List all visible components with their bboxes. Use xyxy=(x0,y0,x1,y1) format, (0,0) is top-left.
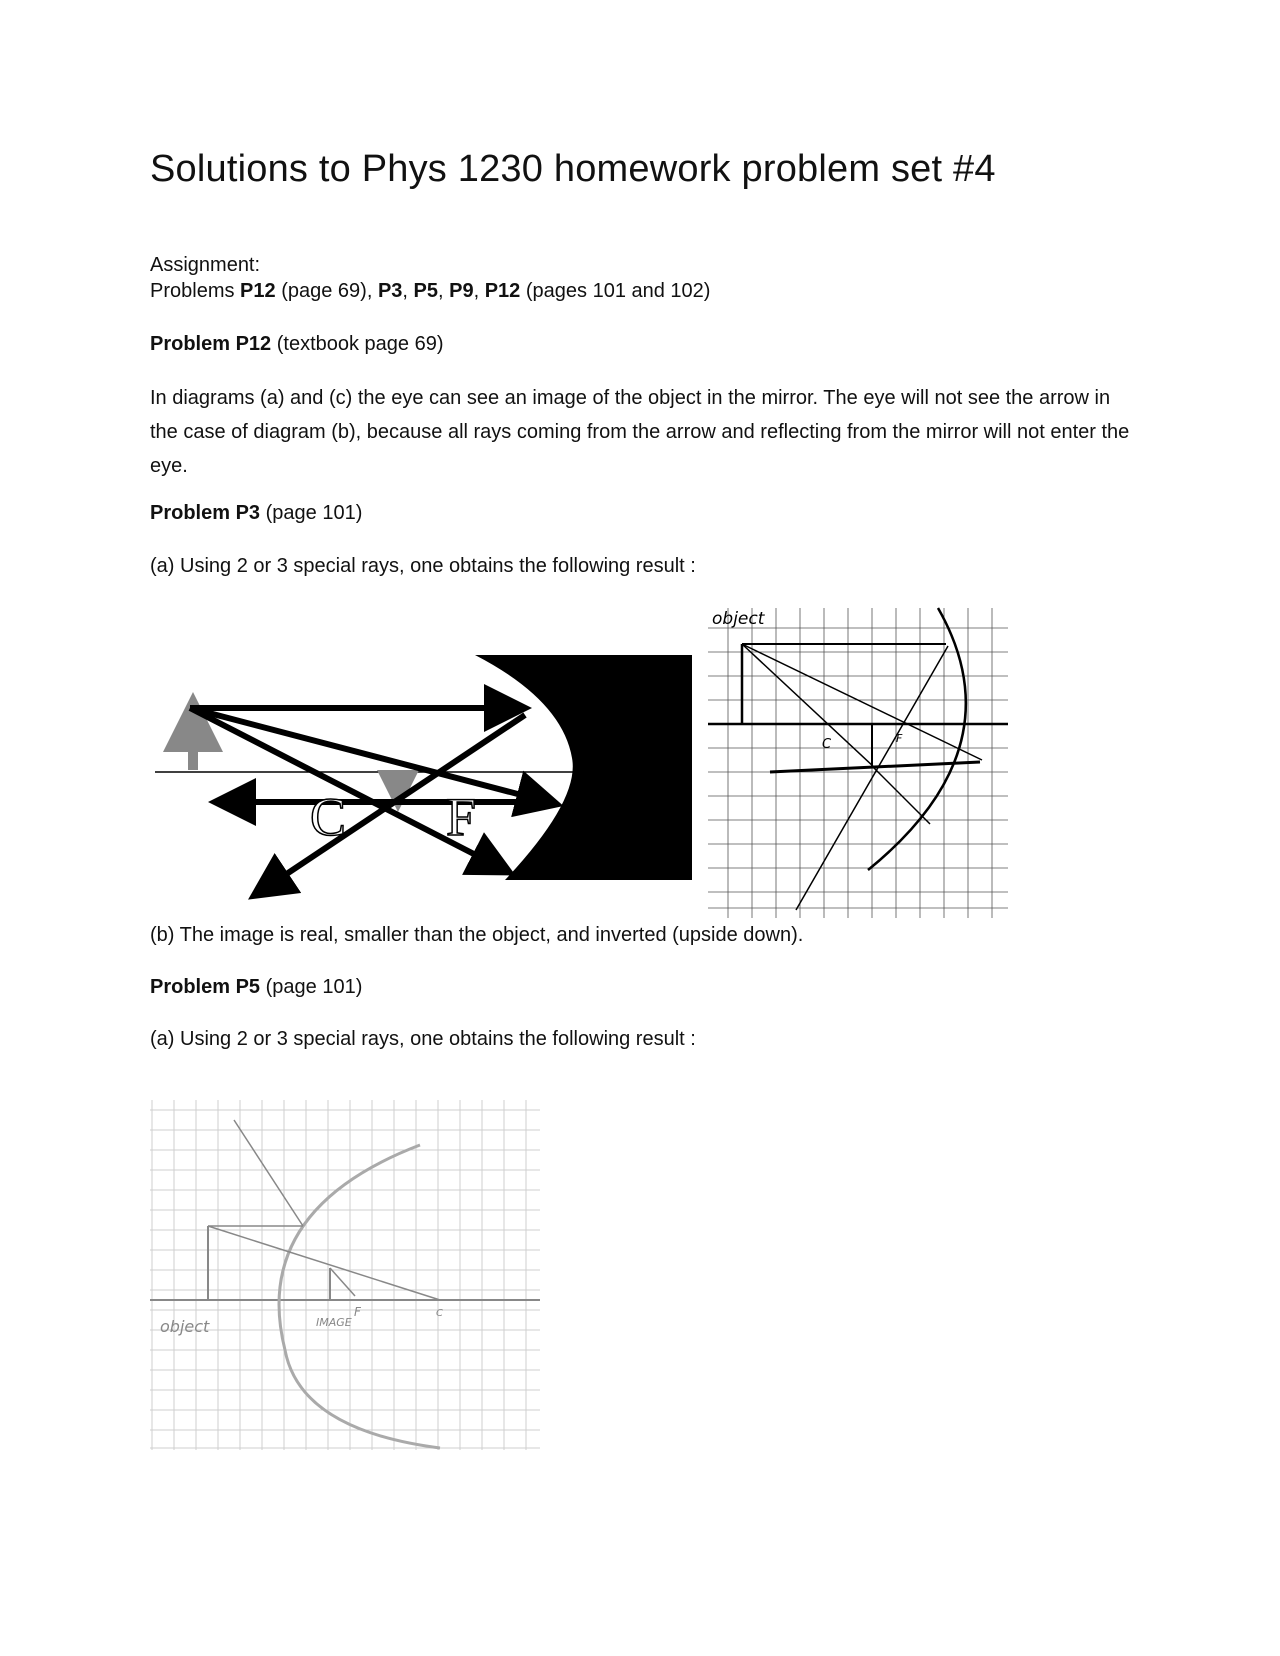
problem-p12-body: In diagrams (a) and (c) the eye can see an image of the object in the mirror. The eye will not see the arrow in the case of diagram (b), because all rays coming from the arrow and reflecting from the mirror will not enter the eye. xyxy=(150,387,1130,477)
label-image: IMAGE xyxy=(316,1316,352,1329)
ray-to-center xyxy=(208,1226,440,1300)
label-object: object xyxy=(160,1317,210,1336)
ray-3 xyxy=(742,644,875,768)
problem-p3-part-a: (a) Using 2 or 3 special rays, one obtains the following result : xyxy=(150,555,696,577)
label-c: C xyxy=(822,737,832,752)
label-c: C xyxy=(436,1308,443,1319)
mirror-shape xyxy=(475,655,692,880)
problem-p3-heading: Problem P3 (page 101) xyxy=(150,502,363,524)
p3-ray-diagram xyxy=(150,640,690,920)
problem-p3-part-b: (b) The image is real, smaller than the object, and inverted (upside down). xyxy=(150,924,804,946)
problem-p5-part-a: (a) Using 2 or 3 special rays, one obtains the following result : xyxy=(150,1028,696,1050)
page-title: Solutions to Phys 1230 homework problem set #4 xyxy=(150,148,996,190)
p5-hand-diagram xyxy=(150,1100,540,1450)
ray-back xyxy=(770,762,980,772)
problem-p12-heading: Problem P12 (textbook page 69) xyxy=(150,333,444,355)
assignment-problems: Problems P12 (page 69), P3, P5, P9, P12 (pages 101 and 102) xyxy=(150,280,711,302)
p3-hand-diagram xyxy=(708,608,1008,918)
label-f: F xyxy=(446,787,477,847)
label-object: object xyxy=(712,609,765,629)
mirror-curve xyxy=(868,608,966,870)
label-f: F xyxy=(354,1305,361,1319)
label-c: C xyxy=(310,787,347,847)
ray-to-mirror xyxy=(190,708,552,803)
ray-5 xyxy=(872,766,930,824)
assignment-label: Assignment: xyxy=(150,254,261,276)
problem-p5-heading: Problem P5 (page 101) xyxy=(150,976,363,998)
label-f: F xyxy=(896,732,903,745)
ray-2 xyxy=(742,644,982,760)
